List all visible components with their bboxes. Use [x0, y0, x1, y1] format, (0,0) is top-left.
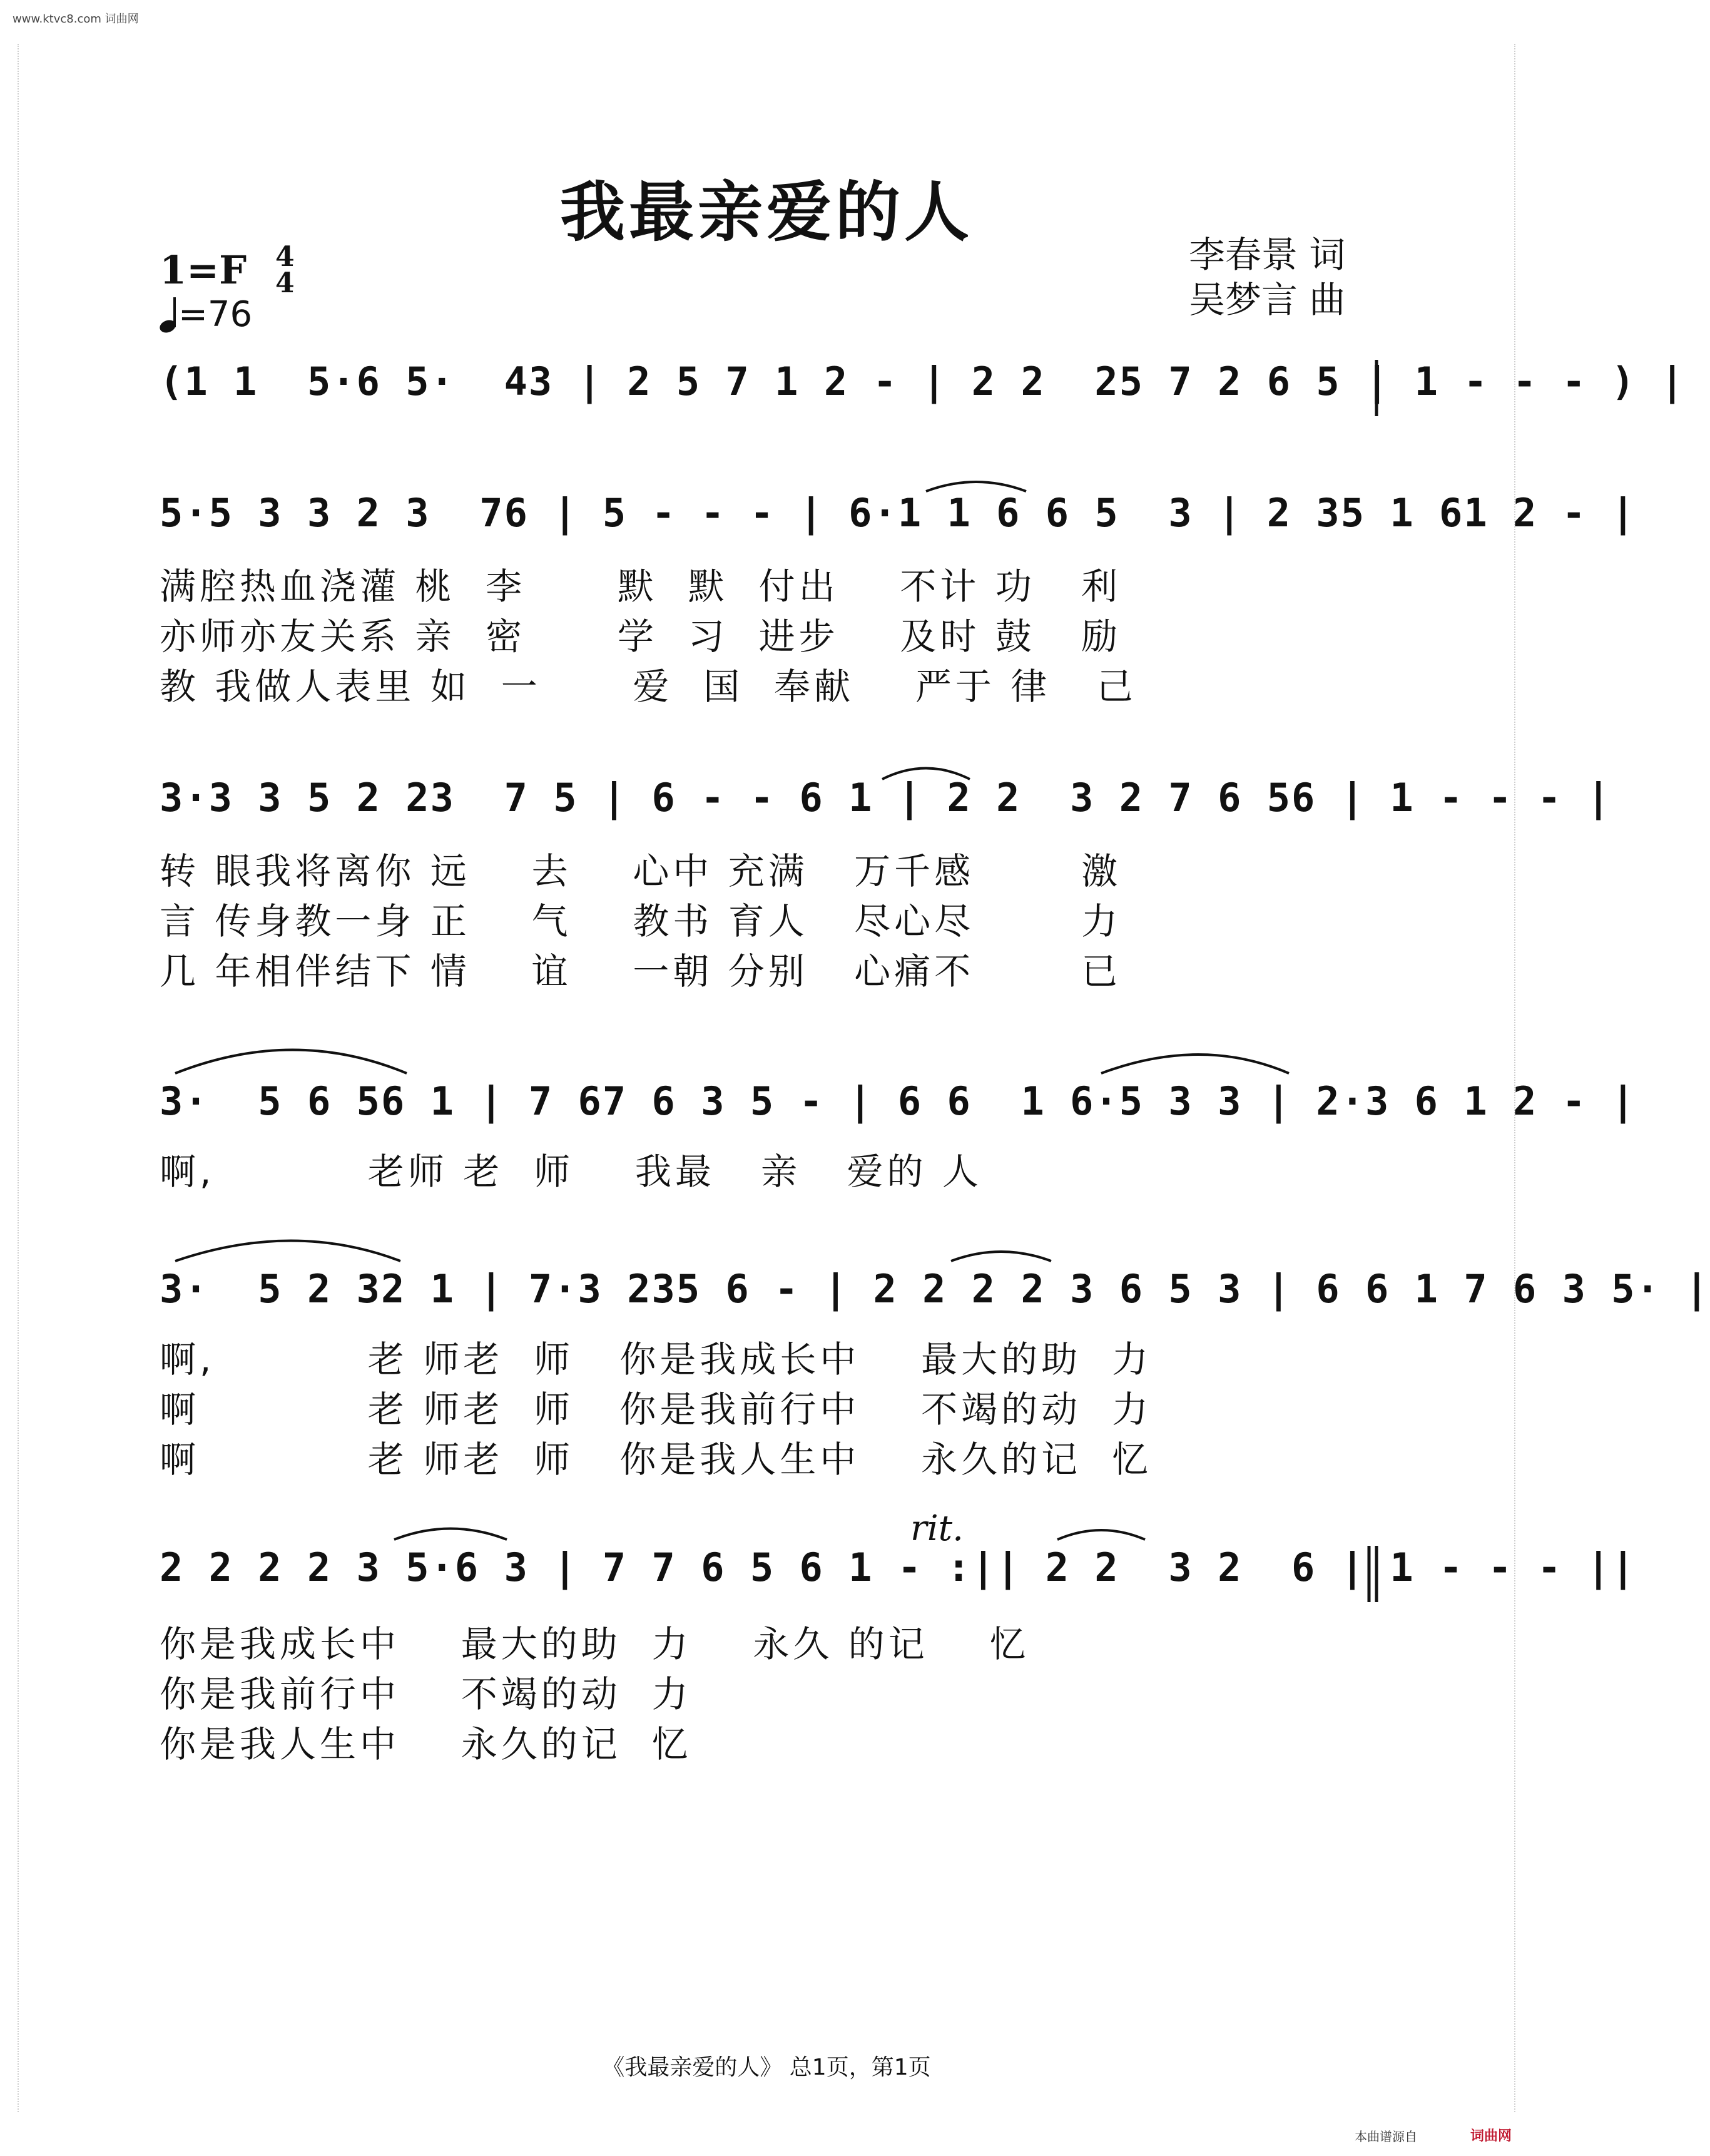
- song-title: 我最亲爱的人: [559, 173, 973, 250]
- time-signature-bottom: 4: [275, 267, 295, 299]
- lyric-line: 啊 老 师老 师 你是我人生中 永久的记 忆: [160, 1438, 1153, 1481]
- slur-arc: [1101, 1055, 1289, 1073]
- key-signature: 1=F: [160, 247, 247, 293]
- ritardando-mark: rit.: [910, 1508, 964, 1549]
- slur-arc: [394, 1529, 507, 1540]
- notation-line: 3· 5 2 32 1 | 7·3 235 6 - | 2 2 2 2 3 6 5 3 | 6 6 1 7 6 3 5· |: [160, 1266, 1710, 1312]
- page-footer: 《我最亲爱的人》 总1页，第1页: [602, 2055, 931, 2080]
- lyric-line: 言 传身教一身 正 气 教书 育人 尽心尽 力: [160, 900, 1122, 943]
- source-stamp-label: 本曲谱源自: [1355, 2129, 1417, 2144]
- lyric-line: 你是我成长中 最大的助 力 永久 的记 忆: [160, 1623, 1030, 1665]
- lyric-line: 几 年相伴结下 情 谊 一朝 分别 心痛不 已: [160, 950, 1122, 993]
- lyric-line: 你是我人生中 永久的记 忆: [160, 1723, 692, 1765]
- notation-line: 2 2 2 2 3 5·6 3 | 7 7 6 5 6 1 - :|| 2 2 3 2 6 | 1 - - - ||: [160, 1545, 1636, 1590]
- notation-line: 3·3 3 5 2 23 7 5 | 6 - - 6 1 | 2 2 3 2 7 6 56 | 1 - - - |: [160, 775, 1612, 820]
- source-stamp-logo: 词曲网: [1470, 2128, 1512, 2144]
- lyric-line: 啊, 老 师老 师 你是我成长中 最大的助 力: [160, 1338, 1153, 1381]
- site-header: www.ktvc8.com 词曲网: [13, 13, 139, 26]
- lyric-line: 你是我前行中 不竭的动 力: [160, 1673, 692, 1715]
- lyric-line: 亦师亦友关系 亲 密 学 习 进步 及时 鼓 励: [160, 615, 1122, 658]
- slur-arc: [926, 482, 1026, 491]
- notation-line: 3· 5 6 56 1 | 7 67 6 3 5 - | 6 6 1 6·5 3 3 | 2·3 6 1 2 - |: [160, 1078, 1636, 1124]
- notation-line: (1 1 5·6 5· 43 | 2 5 7 1 2 - | 2 2 25 7 2 6 5 | 1 - - - ) |: [160, 359, 1686, 404]
- lyric-line: 教 我做人表里 如 一 爱 国 奉献 严于 律 己: [160, 665, 1137, 708]
- tempo-value: =76: [178, 294, 253, 335]
- lyric-line: 啊, 老师 老 师 我最 亲 爱的 人: [160, 1150, 982, 1193]
- slur-arc: [1057, 1530, 1145, 1540]
- lyricist-credit: 李春景 词: [1189, 233, 1346, 276]
- slur-arc: [175, 1241, 400, 1262]
- notation-line: 5·5 3 3 2 3 76 | 5 - - - | 6·1 1 6 6 5 3 | 2 35 1 61 2 - |: [160, 490, 1636, 536]
- lyric-line: 满腔热血浇灌 桃 李 默 默 付出 不计 功 利: [160, 565, 1122, 608]
- time-signature-top: 4: [275, 241, 295, 273]
- lyric-line: 转 眼我将离你 远 去 心中 充满 万千感 激: [160, 850, 1122, 892]
- composer-credit: 吴梦言 曲: [1189, 278, 1346, 321]
- slur-arc: [882, 769, 970, 780]
- lyric-line: 啊 老 师老 师 你是我前行中 不竭的动 力: [160, 1388, 1153, 1431]
- slur-arc: [951, 1252, 1051, 1261]
- slur-arc: [175, 1050, 407, 1074]
